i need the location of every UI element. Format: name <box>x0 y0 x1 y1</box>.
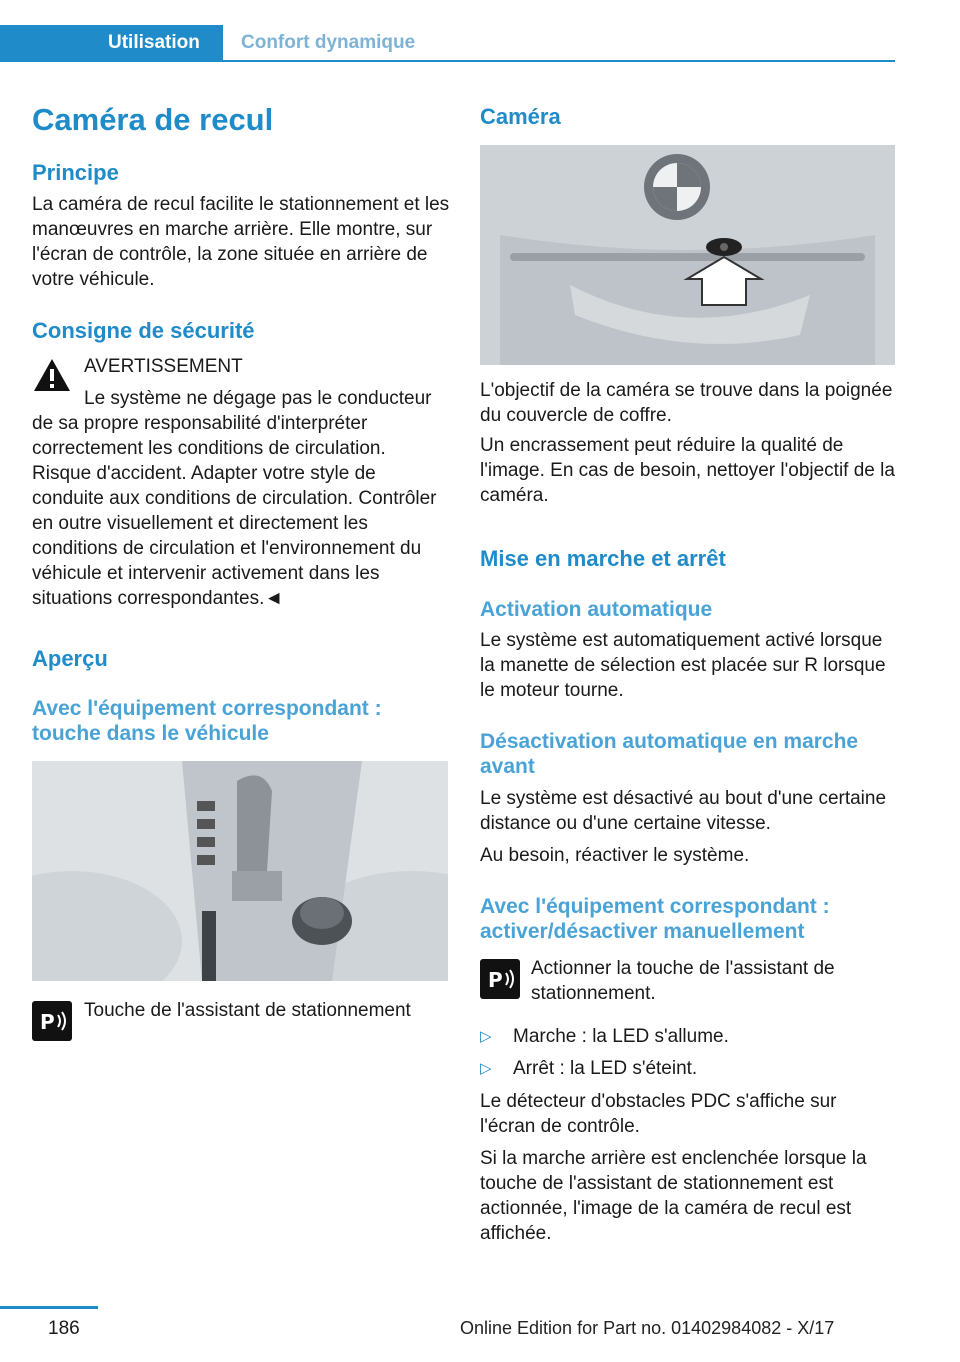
park-assist-button-icon-2 <box>480 959 520 999</box>
footer-rule <box>0 1306 98 1309</box>
manual-heading: Avec l'équipement correspondant : activer/désactiver manuellement <box>480 895 830 943</box>
tab-confort-dynamique[interactable]: Confort dynamique <box>241 32 416 53</box>
equipement-heading: Avec l'équipement correspondant : touche dans le véhicule <box>32 697 382 745</box>
rear-camera-image <box>480 145 895 365</box>
park-assist-button-icon <box>32 1001 72 1041</box>
manual-text: Actionner la touche de l'assistant de stationnement. <box>531 958 835 1004</box>
warning-label: AVERTISSEMENT <box>84 356 243 377</box>
triangle-bullet-icon: ▷ <box>480 1060 492 1077</box>
principe-heading: Principe <box>32 160 119 185</box>
edition-note: Online Edition for Part no. 01402984082 - X/17 <box>460 1318 835 1338</box>
desact-text-1: Le système est désactivé au bout d'une certaine distance ou d'une certaine vitesse. <box>480 788 887 834</box>
desact-heading: Désactivation automatique en marche avant <box>480 730 859 778</box>
svg-text:P: P <box>488 968 503 992</box>
page-title: Caméra de recul <box>32 102 274 137</box>
tab-utilisation[interactable]: Utilisation <box>0 25 223 60</box>
camera-text-2: Un encrassement peut réduire la qualité de l'image. En cas de besoin, nettoyer l'objectif de la caméra. <box>480 435 895 506</box>
center-console-image <box>32 761 448 981</box>
page-number: 186 <box>48 1318 80 1339</box>
button-caption: Touche de l'assistant de stationnement <box>84 1000 411 1021</box>
securite-heading: Consigne de sécurité <box>32 318 255 343</box>
auto-text: Le système est automatiquement activé lorsque la manette de sélection est placée sur R lorsque le moteur tourne. <box>480 630 886 701</box>
marche-heading: Mise en marche et arrêt <box>480 546 726 571</box>
auto-heading: Activation automatique <box>480 598 713 621</box>
principe-text: La caméra de recul facilite le stationnement et les manœuvres en marche arrière. Elle montre, sur l'écran de contrôle, la zone située en arrière de votre véhicule. <box>32 194 450 290</box>
desact-text-2: Au besoin, réactiver le système. <box>480 845 750 866</box>
chapter-header <box>0 25 895 62</box>
camera-heading: Caméra <box>480 104 561 129</box>
svg-text:P: P <box>40 1010 55 1034</box>
triangle-bullet-icon: ▷ <box>480 1028 492 1045</box>
apercu-heading: Aperçu <box>32 646 108 671</box>
camera-text-1: L'objectif de la caméra se trouve dans la poignée du couvercle de coffre. <box>480 380 893 426</box>
warning-text: Le système ne dégage pas le conducteur de sa propre responsabilité d'interpréter correctement les conditions de circulation. Risque d'accident. Adapter votre style de conduite aux conditions de circulation. Contrôler en outre visuellement et directement les conditions de circulation et l'environnement du véhicule et intervenir activement dans les situations correspondantes.◄ <box>32 388 437 609</box>
pdc-text: Le détecteur d'obstacles PDC s'affiche sur l'écran de contrôle. <box>480 1091 837 1137</box>
final-text: Si la marche arrière est enclenchée lorsque la touche de l'assistant de stationnement est actionnée, l'image de la caméra de recul est affichée. <box>480 1148 867 1244</box>
